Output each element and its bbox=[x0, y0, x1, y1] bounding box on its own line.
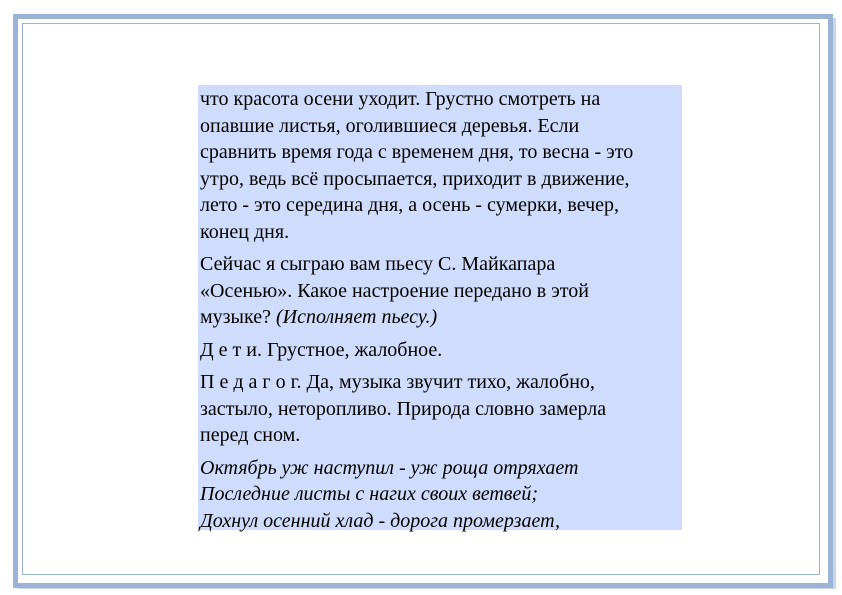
text-line: Д е т и. Грустное, жалобное. bbox=[200, 338, 443, 361]
paragraph-teacher-intro bbox=[200, 251, 682, 331]
text-line: перед сном. bbox=[200, 424, 301, 446]
text-line: П е д а г о г. Да, музыка звучит тихо, жалобно, bbox=[200, 371, 595, 393]
text-line: застыло, неторопливо. Природа словно замерла bbox=[200, 397, 607, 420]
text-line: сравнить время года с временем дня, то весна - это bbox=[200, 141, 634, 163]
text-line: что красота осени уходит. Грустно смотреть на bbox=[200, 88, 601, 110]
text-line bbox=[200, 304, 682, 331]
text-block bbox=[198, 85, 682, 530]
text-line: опавшие листья, оголившиеся деревья. Если bbox=[200, 114, 580, 137]
stage-direction: (Исполняет пьесу.) bbox=[275, 306, 438, 328]
text-line: «Осенью». Какое настроение передано в этой bbox=[200, 279, 589, 302]
text-line: конец дня. bbox=[200, 220, 290, 243]
poem-line: Последние листы с нагих своих ветвей; bbox=[200, 483, 539, 505]
paragraph-narrative bbox=[200, 86, 682, 245]
paragraph-teacher-reply bbox=[200, 369, 682, 449]
paragraph-children-reply bbox=[200, 337, 682, 364]
text-line: утро, ведь всё просыпается, приходит в движение, bbox=[200, 167, 630, 190]
poem-line: Октябрь уж наступил - уж роща отряхает bbox=[200, 456, 579, 479]
frame-shadow-right bbox=[833, 18, 836, 587]
text-line: лето - это середина дня, а осень - сумерки, вечер, bbox=[200, 194, 620, 216]
text-segment: музыке? bbox=[200, 306, 276, 328]
poem-line: Дохнул осенний хлад - дорога промерзает, bbox=[200, 509, 561, 532]
poem-quote bbox=[200, 455, 682, 535]
text-line: Сейчас я сыграю вам пьесу С. Майкапара bbox=[200, 253, 556, 275]
